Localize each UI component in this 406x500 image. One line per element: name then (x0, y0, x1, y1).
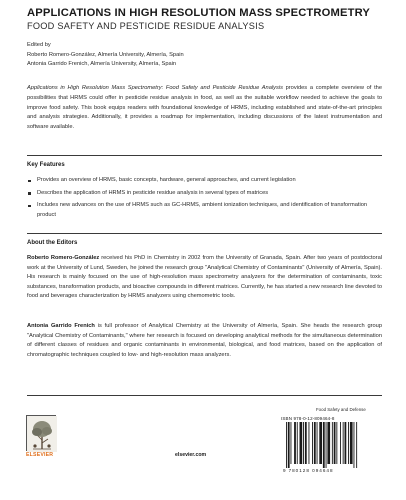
about-editors-heading: About the Editors (27, 240, 78, 246)
key-features-list (27, 176, 382, 223)
description-book-title: Applications in High Resolution Mass Spectrometry: Food Safety and Pesticide Residue Analysis (27, 85, 283, 91)
series-name: Food Safety and Defense (316, 407, 366, 412)
book-title: APPLICATIONS IN HIGH RESOLUTION MASS SPECTROMETRY (27, 7, 370, 19)
description-paragraph (27, 84, 382, 133)
elsevier-tree-icon (26, 415, 56, 451)
divider (27, 395, 382, 396)
key-feature-item: Provides an overview of HRMS, basic concepts, hardware, general approaches, and current legislation (27, 176, 382, 186)
publisher-website[interactable]: elsevier.com (175, 452, 207, 458)
editor-bio-text: is full professor of Analytical Chemistry at the University of Almería, Spain. She heads the research group "Analytical Chemistry of Contaminants," where her research is focused on developing analytical methods for the simultaneous determination of different classes of residues and organic contaminants in environmental, biological, and food matrices, based on the application of chromatographic techniques coupled to low- and high-resolution mass analyzers. (27, 323, 383, 358)
divider (27, 155, 382, 156)
edited-by-label: Edited by (27, 42, 51, 48)
isbn-barcode-block (281, 416, 381, 476)
key-feature-item: Includes new advances on the use of HRMS such as GC-HRMS, ambient ionization techniques, and identification of transformation product (27, 201, 382, 220)
elsevier-logo (26, 415, 66, 459)
description-body: provides a complete overview of the possibilities that HRMS could offer in pesticide residue analysis in food, as well as the suitable workflow needed to achieve the goals to improve food safety. This book equips readers with foundational knowledge of HRMS, including established and state-of-the-art principles and analysis strategies. Additionally, it provides a roadmap for implementation, including discussions of the latest instrumentation and software available. (27, 85, 382, 131)
barcode-digits (283, 468, 381, 473)
book-subtitle: FOOD SAFETY AND PESTICIDE RESIDUE ANALYSIS (27, 21, 265, 31)
editor-bio-name: Roberto Romero-González (27, 255, 100, 261)
barcode-lead-digit: 9 (283, 468, 287, 473)
editor-name: Antonia Garrido Frenich, Almería University, Almería, Spain (27, 61, 177, 68)
editor-name: Roberto Romero-González, Almería University, Almería, Spain (27, 51, 184, 58)
publisher-name: ELSEVIER (26, 452, 54, 458)
editor-bio-name: Antonia Garrido Frenich (27, 323, 95, 329)
barcode-number: 780128 094648 (288, 468, 334, 473)
divider (27, 233, 382, 234)
editor-bio (27, 322, 382, 360)
editor-bio (27, 254, 382, 302)
key-feature-item: Describes the application of HRMS in pesticide residue analysis in several types of matrices (27, 189, 382, 199)
key-features-heading: Key Features (27, 162, 65, 168)
editors-block (27, 41, 387, 70)
isbn-number: ISBN 978-0-12-809464-8 (281, 416, 335, 421)
barcode-icon (283, 422, 381, 468)
editor-bio-text: received his PhD in Chemistry in 2002 from the University of Granada, Spain. After two years of postdoctoral work at the University of Lund, Sweden, he joined the research group "Analytical Chemistry of Contaminants" (University of Almería, Spain). His research is mainly focused on the use of high-resolution mass spectrometry analyzers for the determination of contaminants, toxic substances, transformation products, and bioactive compounds in different matrices. Currently, he has started a new research line devoted to food and beverages characterization by HRMS analyzers using chemometric tools. (27, 255, 383, 300)
